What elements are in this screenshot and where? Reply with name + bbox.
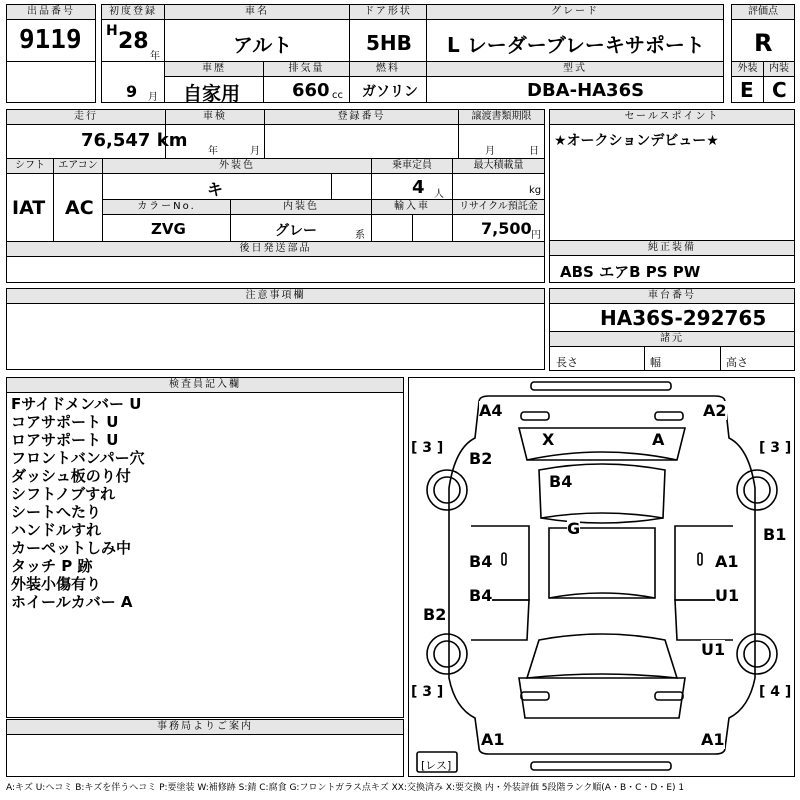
int-color: グレー xyxy=(275,223,317,239)
exterior: E xyxy=(740,78,754,102)
car-diagram xyxy=(408,377,795,777)
specs-divider-1 xyxy=(644,347,645,370)
fuel-label: 燃料 xyxy=(350,62,426,77)
inspector-note: フロントバンパー穴 xyxy=(11,449,145,467)
car-name-box xyxy=(164,4,350,62)
history: 自家用 xyxy=(183,83,241,105)
door-box xyxy=(349,4,427,62)
width-label: 幅 xyxy=(650,356,661,369)
mark-b2-low: B2 xyxy=(423,605,447,624)
interior-box xyxy=(763,61,795,103)
capacity-unit: 人 xyxy=(434,189,444,200)
mark-b2-top: B2 xyxy=(469,449,493,468)
tire-mark-fr: [ 3 ] xyxy=(759,440,792,456)
specs-label: 諸元 xyxy=(550,332,794,347)
inspector-note: Fサイドメンバー U xyxy=(11,395,142,413)
recycle-box xyxy=(452,199,545,242)
grade-label: グレード xyxy=(427,5,723,20)
office-label: 事務局よりご案内 xyxy=(7,720,403,735)
inspector-note: コアサポート U xyxy=(11,413,119,431)
capacity-label: 乗車定員 xyxy=(372,159,452,174)
displacement-unit: cc xyxy=(332,90,343,101)
fuel: ガソリン xyxy=(362,84,418,100)
history-label: 車歴 xyxy=(165,62,263,77)
ext-color: キ xyxy=(207,180,224,199)
int-color-box xyxy=(230,199,372,242)
ext-color-divider xyxy=(331,174,332,199)
max-load-box xyxy=(452,158,545,200)
transfer-box xyxy=(458,109,545,159)
max-load-unit: kg xyxy=(529,185,542,196)
notes-box xyxy=(6,288,545,370)
mark-u1-a: U1 xyxy=(715,586,740,605)
displacement: 660 xyxy=(292,80,330,101)
ac-box xyxy=(53,158,103,242)
ac: AC xyxy=(65,197,94,219)
color-no-label: カラーNo. xyxy=(103,200,230,215)
car-name: アルト xyxy=(233,33,293,57)
mark-b4-mid: B4 xyxy=(469,552,493,571)
mileage-label: 走行 xyxy=(7,110,165,125)
ac-label: エアコン xyxy=(54,159,102,174)
car-name-label: 車名 xyxy=(165,5,349,20)
max-load-label: 最大積載量 xyxy=(453,159,544,174)
lot-number-label: 出品番号 xyxy=(7,5,95,20)
mileage-box xyxy=(6,109,188,159)
car-outline xyxy=(409,378,796,778)
mark-a4: A4 xyxy=(479,401,503,420)
fuel-box xyxy=(349,61,427,103)
tire-mark-rl: [ 3 ] xyxy=(411,684,444,700)
notes-label: 注意事項欄 xyxy=(7,289,544,304)
import-label: 輸入車 xyxy=(372,200,452,215)
color-no: ZVG xyxy=(151,220,186,238)
capacity: 4 xyxy=(412,177,425,198)
inspection-month-unit: 月 xyxy=(250,146,260,157)
inspector-note-list xyxy=(11,395,145,611)
inspector-note: シフトノブすれ xyxy=(11,485,116,503)
shift-box xyxy=(6,158,54,242)
equipment: ABS エアB PS PW xyxy=(560,263,701,281)
damage-legend: A:キズ U:ヘコミ B:キズを伴うヘコミ P:要塗装 W:補修跡 S:錆 C:腐食 G:フロントガラス点キズ XX:交換済み X:要交換 内・外装評価 5段階ランク順(A・B・C・D・E) 1 xyxy=(6,783,685,793)
length-label: 長さ xyxy=(556,356,578,369)
model-label: 型式 xyxy=(427,62,723,77)
inspector-note: ダッシュ板のり付 xyxy=(11,467,131,485)
registration-box xyxy=(264,109,459,159)
color-no-box xyxy=(102,199,231,242)
sales-point-label: セールスポイント xyxy=(550,110,794,125)
inspector-note: シートへたり xyxy=(11,503,102,521)
lot-blank-box xyxy=(6,61,96,103)
ext-color-label: 外装色 xyxy=(103,159,371,174)
score: R xyxy=(754,29,773,57)
inspector-note: タッチ P 跡 xyxy=(11,557,93,575)
ext-color-box xyxy=(102,158,372,200)
score-label: 評価点 xyxy=(732,5,794,20)
model: DBA-HA36S xyxy=(527,80,645,101)
recycle-label: リサイクル預託金 xyxy=(453,200,544,215)
inspector-note: ロアサポート U xyxy=(11,431,119,449)
equipment-box xyxy=(549,240,795,283)
mark-x: X xyxy=(542,430,555,449)
reg-month-box xyxy=(101,61,165,103)
shift-label: シフト xyxy=(7,159,53,174)
shift: IAT xyxy=(12,197,46,219)
mark-a1-bl: A1 xyxy=(481,730,505,749)
registration-label: 登録番号 xyxy=(265,110,458,125)
exterior-label: 外装 xyxy=(732,62,763,77)
sales-point-box xyxy=(549,109,795,241)
displacement-label: 排気量 xyxy=(264,62,349,77)
specs-box xyxy=(549,331,795,371)
door-label: ドア形状 xyxy=(350,5,426,20)
score-box xyxy=(731,4,795,62)
inspection-label: 車検 xyxy=(166,110,264,125)
import-divider xyxy=(412,215,413,241)
transfer-day-unit: 日 xyxy=(529,146,539,157)
month-unit: 月 xyxy=(148,92,158,103)
mark-a2: A2 xyxy=(703,401,727,420)
inspector-box xyxy=(6,377,404,718)
mileage: 76,547 km xyxy=(81,130,188,151)
sales-point: ★オークションデビュー★ xyxy=(554,133,719,149)
grade-box xyxy=(426,4,724,62)
transfer-month-unit: 月 xyxy=(485,146,495,157)
capacity-box xyxy=(371,158,453,200)
grade: L レーダーブレーキサポート xyxy=(447,33,705,57)
later-parts-box xyxy=(6,241,545,283)
inspector-label: 検査員記入欄 xyxy=(7,378,403,393)
interior-label: 内装 xyxy=(764,62,794,77)
import-box xyxy=(371,199,453,242)
equipment-label: 純正装備 xyxy=(550,241,794,256)
first-reg-label: 初度登録 xyxy=(102,5,164,20)
mark-u1-b: U1 xyxy=(701,640,726,659)
mark-a: A xyxy=(652,430,665,449)
spare-tire-mark: [レス] xyxy=(421,759,452,772)
recycle: 7,500 xyxy=(481,219,532,238)
inspector-note: ホイールカバー A xyxy=(11,593,133,611)
door: 5HB xyxy=(366,31,412,55)
displacement-box xyxy=(263,61,350,103)
lot-number: 9119 xyxy=(19,25,82,55)
inspection-box xyxy=(165,109,265,159)
chassis: HA36S-292765 xyxy=(600,306,767,330)
tire-mark-rr: [ 4 ] xyxy=(759,684,792,700)
first-reg-box xyxy=(101,4,165,62)
mark-b4-top: B4 xyxy=(549,472,573,491)
era-prefix: H xyxy=(106,23,118,39)
int-color-label: 内装色 xyxy=(231,200,371,215)
height-label: 高さ xyxy=(726,356,748,369)
mark-a1-mid: A1 xyxy=(715,552,739,571)
inspector-note: 外装小傷有り xyxy=(11,575,102,593)
later-parts-label: 後日発送部品 xyxy=(7,242,544,257)
lot-number-box xyxy=(6,4,96,62)
interior: C xyxy=(772,78,787,102)
inspector-note: ハンドルすれ xyxy=(11,521,102,539)
chassis-box xyxy=(549,288,795,332)
office-box xyxy=(6,719,404,777)
mark-a1-br: A1 xyxy=(701,730,725,749)
inspector-note: カーペットしみ中 xyxy=(11,539,132,557)
reg-month: 9 xyxy=(126,82,138,101)
year-unit: 年 xyxy=(150,51,160,62)
mark-g: G xyxy=(567,519,581,538)
mark-b1: B1 xyxy=(763,525,787,544)
transfer-label: 譲渡書類期限 xyxy=(459,110,544,125)
model-box xyxy=(426,61,724,103)
specs-divider-2 xyxy=(720,347,721,370)
recycle-unit: 円 xyxy=(531,230,541,241)
int-color-suffix: 系 xyxy=(355,230,365,241)
reg-year: 28 xyxy=(118,29,149,54)
inspection-year-unit: 年 xyxy=(208,146,218,157)
chassis-label: 車台番号 xyxy=(550,289,794,304)
tire-mark-fl: [ 3 ] xyxy=(411,440,444,456)
mark-b4-low: B4 xyxy=(469,586,493,605)
history-box xyxy=(164,61,264,103)
exterior-box xyxy=(731,61,764,103)
